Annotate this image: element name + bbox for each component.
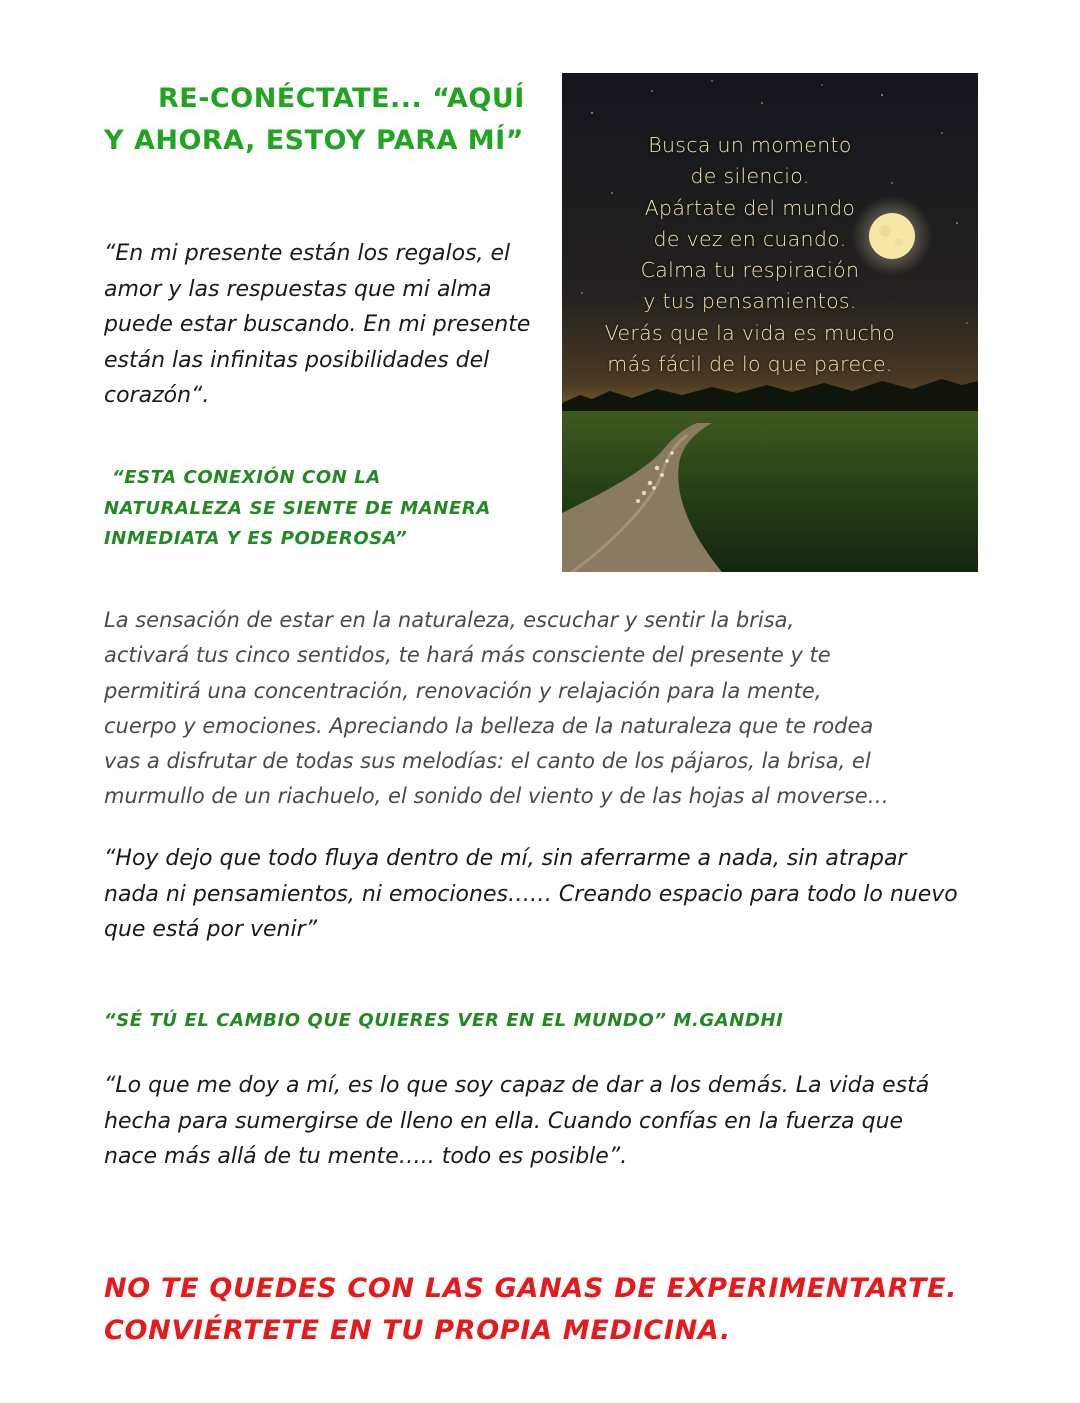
intro-quote-line: están las infinitas posibilidades del [104, 347, 490, 373]
flow-quote-line: nada ni pensamientos, ni emociones…… Creando espacio para todo lo nuevo [104, 881, 958, 907]
closing-line: CONVIÉRTETE EN TU PROPIA MEDICINA. [104, 1315, 731, 1346]
flow-quote-line: “Hoy dejo que todo fluya dentro de mí, sin aferrarme a nada, sin atrapar [104, 846, 907, 871]
title-line-2: Y AHORA, ESTOY PARA MÍ” [104, 125, 524, 156]
paragraph-line: murmullo de un riachuelo, el sonido del viento y de las hojas al moverse… [104, 784, 889, 809]
self-quote-line: nace más allá de tu mente….. todo es posible”. [104, 1144, 628, 1169]
nature-subtitle [104, 463, 554, 555]
intro-quote-line: “En mi presente están los regalos, el [104, 241, 511, 266]
photo-caption-line: Verás que la vida es mucho [604, 320, 896, 345]
photo-caption-line: Apártate del mundo [644, 195, 856, 220]
intro-quote [104, 236, 556, 414]
paragraph-line: vas a disfrutar de todas sus melodías: el canto de los pájaros, la brisa, el [104, 749, 871, 774]
photo-caption-line: más fácil de lo que parece. [607, 352, 893, 377]
closing-message [104, 1268, 1004, 1352]
flow-quote [104, 841, 984, 948]
paragraph-line: cuerpo y emociones. Apreciando la belleza de la naturaleza que te rodea [104, 713, 874, 738]
photo-caption-line: y tus pensamientos. [643, 289, 857, 314]
intro-quote-line: amor y las respuestas que mi alma [104, 276, 492, 302]
photo-caption-line: Calma tu respiración [640, 258, 860, 283]
photo-caption-line: de silencio. [690, 164, 810, 189]
nature-subtitle-line: INMEDIATA Y ES PODEROSA” [104, 528, 408, 549]
nature-subtitle-line: “ESTA CONEXIÓN CON LA [112, 467, 381, 488]
flow-quote-line: que está por venir” [104, 917, 318, 942]
intro-quote-line: corazón“. [104, 383, 210, 408]
title-line-1: RE-CONÉCTATE... “AQUÍ [158, 83, 525, 114]
gandhi-quote: “SÉ TÚ EL CAMBIO QUE QUIERES VER EN EL MUNDO” M.GANDHI [104, 1010, 784, 1031]
photo-caption-line: de vez en cuando. [653, 226, 847, 251]
page-title [104, 78, 544, 162]
photo-caption [562, 130, 938, 380]
self-quote-line: “Lo que me doy a mí, es lo que soy capaz de dar a los demás. La vida está [104, 1073, 930, 1098]
paragraph-line: La sensación de estar en la naturaleza, escuchar y sentir la brisa, [104, 608, 795, 632]
paragraph-line: permitirá una concentración, renovación y relajación para la mente, [104, 678, 822, 703]
photo-caption-line: Busca un momento [648, 133, 852, 157]
self-quote-line: hecha para sumergirse de lleno en ella. Cuando confías en la fuerza que [104, 1108, 904, 1134]
intro-quote-line: puede estar buscando. En mi presente [104, 312, 531, 337]
nature-paragraph [104, 603, 984, 815]
night-landscape-photo [562, 73, 978, 572]
paragraph-line: activará tus cinco sentidos, te hará más consciente del presente y te [104, 643, 831, 668]
self-quote [104, 1068, 984, 1175]
closing-line: NO TE QUEDES CON LAS GANAS DE EXPERIMENTARTE. [104, 1273, 958, 1304]
nature-subtitle-line: NATURALEZA SE SIENTE DE MANERA [104, 497, 491, 519]
